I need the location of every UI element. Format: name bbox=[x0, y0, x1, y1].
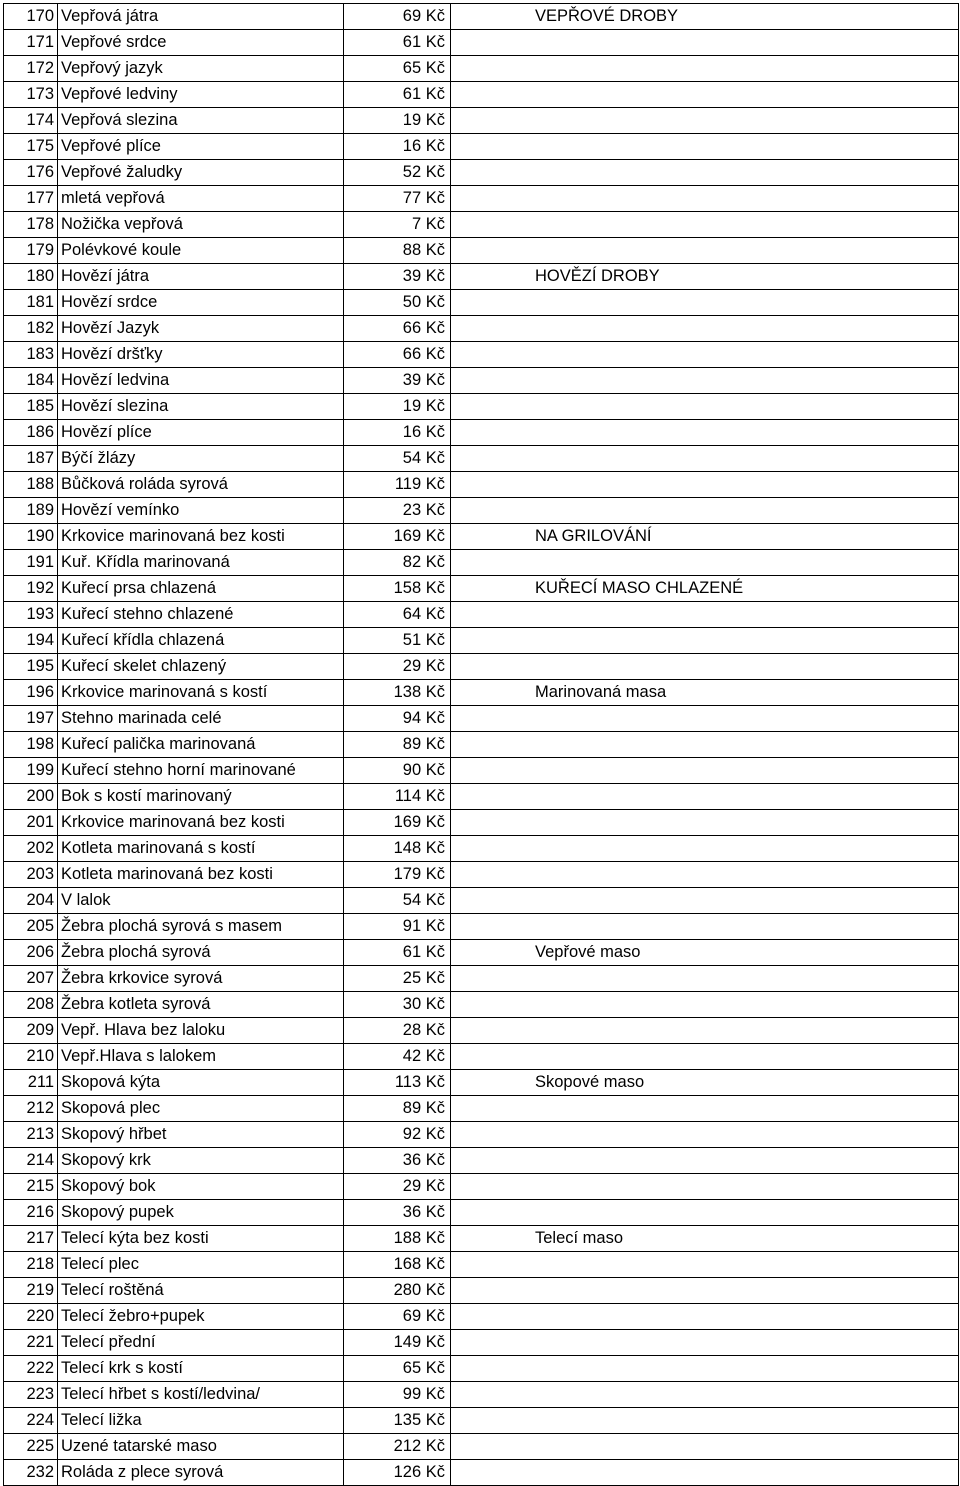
item-price: 65 Kč bbox=[344, 56, 451, 82]
item-name: Kuřecí stehno chlazené bbox=[58, 602, 344, 628]
row-number: 187 bbox=[4, 446, 58, 472]
item-name: Vepřová játra bbox=[58, 4, 344, 30]
item-price: 82 Kč bbox=[344, 550, 451, 576]
table-row bbox=[4, 446, 959, 472]
category-label bbox=[451, 1356, 959, 1382]
row-number: 180 bbox=[4, 264, 58, 290]
category-label bbox=[451, 368, 959, 394]
row-number: 188 bbox=[4, 472, 58, 498]
table-row bbox=[4, 30, 959, 56]
table-row bbox=[4, 992, 959, 1018]
item-name: Roláda z plece syrová bbox=[58, 1460, 344, 1486]
table-row bbox=[4, 420, 959, 446]
item-price: 89 Kč bbox=[344, 1096, 451, 1122]
item-name: Telecí roštěná bbox=[58, 1278, 344, 1304]
category-label bbox=[451, 82, 959, 108]
price-list-table bbox=[3, 3, 959, 1486]
category-label bbox=[451, 810, 959, 836]
item-name: Skopový bok bbox=[58, 1174, 344, 1200]
row-number: 214 bbox=[4, 1148, 58, 1174]
row-number: 172 bbox=[4, 56, 58, 82]
category-label bbox=[451, 1278, 959, 1304]
row-number: 225 bbox=[4, 1434, 58, 1460]
table-row bbox=[4, 342, 959, 368]
item-price: 99 Kč bbox=[344, 1382, 451, 1408]
category-label bbox=[451, 654, 959, 680]
table-row bbox=[4, 706, 959, 732]
item-name: Kotleta marinovaná s kostí bbox=[58, 836, 344, 862]
item-name: V lalok bbox=[58, 888, 344, 914]
item-price: 19 Kč bbox=[344, 108, 451, 134]
item-name: Kuřecí křídla chlazená bbox=[58, 628, 344, 654]
table-row bbox=[4, 940, 959, 966]
item-price: 29 Kč bbox=[344, 654, 451, 680]
category-label bbox=[451, 420, 959, 446]
item-name: Hovězí srdce bbox=[58, 290, 344, 316]
table-row bbox=[4, 1122, 959, 1148]
item-name: Kotleta marinovaná bez kosti bbox=[58, 862, 344, 888]
table-row bbox=[4, 680, 959, 706]
category-label: HOVĚZÍ DROBY bbox=[451, 264, 959, 290]
table-row bbox=[4, 836, 959, 862]
item-price: 54 Kč bbox=[344, 888, 451, 914]
category-label bbox=[451, 498, 959, 524]
table-row bbox=[4, 888, 959, 914]
row-number: 194 bbox=[4, 628, 58, 654]
category-label bbox=[451, 160, 959, 186]
row-number: 184 bbox=[4, 368, 58, 394]
item-price: 88 Kč bbox=[344, 238, 451, 264]
category-label bbox=[451, 108, 959, 134]
item-price: 29 Kč bbox=[344, 1174, 451, 1200]
row-number: 193 bbox=[4, 602, 58, 628]
item-name: Skopový pupek bbox=[58, 1200, 344, 1226]
item-name: Vepřové ledviny bbox=[58, 82, 344, 108]
item-price: 52 Kč bbox=[344, 160, 451, 186]
item-name: Býčí žlázy bbox=[58, 446, 344, 472]
category-label bbox=[451, 1304, 959, 1330]
row-number: 181 bbox=[4, 290, 58, 316]
category-label bbox=[451, 992, 959, 1018]
category-label bbox=[451, 290, 959, 316]
table-row bbox=[4, 394, 959, 420]
table-row bbox=[4, 1200, 959, 1226]
table-row bbox=[4, 1330, 959, 1356]
row-number: 215 bbox=[4, 1174, 58, 1200]
item-name: Skopový hřbet bbox=[58, 1122, 344, 1148]
item-name: Hovězí plíce bbox=[58, 420, 344, 446]
item-name: Skopová plec bbox=[58, 1096, 344, 1122]
item-price: 126 Kč bbox=[344, 1460, 451, 1486]
item-price: 66 Kč bbox=[344, 316, 451, 342]
table-row bbox=[4, 784, 959, 810]
table-row bbox=[4, 1434, 959, 1460]
item-name: Žebra krkovice syrová bbox=[58, 966, 344, 992]
category-label bbox=[451, 1018, 959, 1044]
item-price: 158 Kč bbox=[344, 576, 451, 602]
category-label bbox=[451, 836, 959, 862]
item-name: Vepř.Hlava s lalokem bbox=[58, 1044, 344, 1070]
table-row bbox=[4, 1096, 959, 1122]
item-price: 179 Kč bbox=[344, 862, 451, 888]
table-row bbox=[4, 108, 959, 134]
row-number: 182 bbox=[4, 316, 58, 342]
category-label bbox=[451, 602, 959, 628]
table-row bbox=[4, 576, 959, 602]
item-price: 212 Kč bbox=[344, 1434, 451, 1460]
category-label bbox=[451, 1148, 959, 1174]
item-name: Telecí hřbet s kostí/ledvina/ bbox=[58, 1382, 344, 1408]
table-row bbox=[4, 212, 959, 238]
item-name: Telecí kýta bez kosti bbox=[58, 1226, 344, 1252]
category-label bbox=[451, 186, 959, 212]
category-label: NA GRILOVÁNÍ bbox=[451, 524, 959, 550]
category-label bbox=[451, 784, 959, 810]
item-price: 42 Kč bbox=[344, 1044, 451, 1070]
table-row bbox=[4, 602, 959, 628]
row-number: 210 bbox=[4, 1044, 58, 1070]
category-label bbox=[451, 1460, 959, 1486]
item-name: Telecí plec bbox=[58, 1252, 344, 1278]
item-price: 19 Kč bbox=[344, 394, 451, 420]
row-number: 195 bbox=[4, 654, 58, 680]
table-row bbox=[4, 368, 959, 394]
item-price: 65 Kč bbox=[344, 1356, 451, 1382]
row-number: 191 bbox=[4, 550, 58, 576]
row-number: 201 bbox=[4, 810, 58, 836]
table-row bbox=[4, 1174, 959, 1200]
row-number: 232 bbox=[4, 1460, 58, 1486]
item-name: Kuř. Křídla marinovaná bbox=[58, 550, 344, 576]
item-price: 148 Kč bbox=[344, 836, 451, 862]
table-row bbox=[4, 1278, 959, 1304]
table-row bbox=[4, 186, 959, 212]
category-label bbox=[451, 446, 959, 472]
table-row bbox=[4, 290, 959, 316]
item-name: Hovězí vemínko bbox=[58, 498, 344, 524]
row-number: 179 bbox=[4, 238, 58, 264]
row-number: 199 bbox=[4, 758, 58, 784]
category-label bbox=[451, 1044, 959, 1070]
category-label bbox=[451, 1434, 959, 1460]
row-number: 192 bbox=[4, 576, 58, 602]
item-name: Krkovice marinovaná bez kosti bbox=[58, 524, 344, 550]
category-label bbox=[451, 1408, 959, 1434]
item-price: 28 Kč bbox=[344, 1018, 451, 1044]
item-name: Hovězí slezina bbox=[58, 394, 344, 420]
row-number: 170 bbox=[4, 4, 58, 30]
category-label bbox=[451, 212, 959, 238]
item-price: 69 Kč bbox=[344, 1304, 451, 1330]
item-name: Uzené tatarské maso bbox=[58, 1434, 344, 1460]
row-number: 189 bbox=[4, 498, 58, 524]
item-price: 280 Kč bbox=[344, 1278, 451, 1304]
table-row bbox=[4, 264, 959, 290]
category-label: Telecí maso bbox=[451, 1226, 959, 1252]
table-row bbox=[4, 1382, 959, 1408]
item-price: 149 Kč bbox=[344, 1330, 451, 1356]
table-row bbox=[4, 56, 959, 82]
table-row bbox=[4, 1018, 959, 1044]
table-row bbox=[4, 732, 959, 758]
item-name: Žebra plochá syrová s masem bbox=[58, 914, 344, 940]
item-name: Vepřové srdce bbox=[58, 30, 344, 56]
item-price: 30 Kč bbox=[344, 992, 451, 1018]
item-price: 36 Kč bbox=[344, 1200, 451, 1226]
row-number: 212 bbox=[4, 1096, 58, 1122]
category-label bbox=[451, 134, 959, 160]
table-row bbox=[4, 1408, 959, 1434]
category-label: Marinovaná masa bbox=[451, 680, 959, 706]
item-price: 91 Kč bbox=[344, 914, 451, 940]
item-price: 23 Kč bbox=[344, 498, 451, 524]
table-row bbox=[4, 1304, 959, 1330]
table-row bbox=[4, 316, 959, 342]
table-row bbox=[4, 1044, 959, 1070]
row-number: 205 bbox=[4, 914, 58, 940]
item-price: 168 Kč bbox=[344, 1252, 451, 1278]
item-name: Telecí žebro+pupek bbox=[58, 1304, 344, 1330]
table-row bbox=[4, 966, 959, 992]
item-price: 89 Kč bbox=[344, 732, 451, 758]
item-name: Žebra plochá syrová bbox=[58, 940, 344, 966]
item-name: Telecí krk s kostí bbox=[58, 1356, 344, 1382]
table-row bbox=[4, 238, 959, 264]
item-name: Kuřecí prsa chlazená bbox=[58, 576, 344, 602]
item-name: Vepř. Hlava bez laloku bbox=[58, 1018, 344, 1044]
row-number: 198 bbox=[4, 732, 58, 758]
row-number: 176 bbox=[4, 160, 58, 186]
price-list-body bbox=[4, 4, 959, 1486]
row-number: 185 bbox=[4, 394, 58, 420]
row-number: 177 bbox=[4, 186, 58, 212]
row-number: 222 bbox=[4, 1356, 58, 1382]
row-number: 200 bbox=[4, 784, 58, 810]
category-label bbox=[451, 628, 959, 654]
item-price: 138 Kč bbox=[344, 680, 451, 706]
table-row bbox=[4, 1226, 959, 1252]
item-price: 69 Kč bbox=[344, 4, 451, 30]
table-row bbox=[4, 810, 959, 836]
table-row bbox=[4, 914, 959, 940]
category-label bbox=[451, 914, 959, 940]
item-name: Hovězí Jazyk bbox=[58, 316, 344, 342]
row-number: 224 bbox=[4, 1408, 58, 1434]
row-number: 186 bbox=[4, 420, 58, 446]
row-number: 202 bbox=[4, 836, 58, 862]
row-number: 209 bbox=[4, 1018, 58, 1044]
category-label bbox=[451, 550, 959, 576]
item-name: Skopová kýta bbox=[58, 1070, 344, 1096]
item-price: 7 Kč bbox=[344, 212, 451, 238]
row-number: 190 bbox=[4, 524, 58, 550]
row-number: 218 bbox=[4, 1252, 58, 1278]
category-label bbox=[451, 394, 959, 420]
item-name: Vepřová slezina bbox=[58, 108, 344, 134]
table-row bbox=[4, 550, 959, 576]
item-price: 113 Kč bbox=[344, 1070, 451, 1096]
category-label bbox=[451, 56, 959, 82]
item-name: Žebra kotleta syrová bbox=[58, 992, 344, 1018]
item-name: Nožička vepřová bbox=[58, 212, 344, 238]
category-label bbox=[451, 758, 959, 784]
item-name: mletá vepřová bbox=[58, 186, 344, 212]
item-name: Kuřecí palička marinovaná bbox=[58, 732, 344, 758]
row-number: 223 bbox=[4, 1382, 58, 1408]
item-name: Vepřový jazyk bbox=[58, 56, 344, 82]
category-label bbox=[451, 472, 959, 498]
row-number: 175 bbox=[4, 134, 58, 160]
table-row bbox=[4, 1148, 959, 1174]
item-name: Stehno marinada celé bbox=[58, 706, 344, 732]
item-price: 94 Kč bbox=[344, 706, 451, 732]
category-label bbox=[451, 732, 959, 758]
row-number: 213 bbox=[4, 1122, 58, 1148]
table-row bbox=[4, 160, 959, 186]
item-price: 90 Kč bbox=[344, 758, 451, 784]
item-price: 66 Kč bbox=[344, 342, 451, 368]
row-number: 217 bbox=[4, 1226, 58, 1252]
row-number: 206 bbox=[4, 940, 58, 966]
item-price: 51 Kč bbox=[344, 628, 451, 654]
item-price: 36 Kč bbox=[344, 1148, 451, 1174]
row-number: 204 bbox=[4, 888, 58, 914]
item-name: Kuřecí skelet chlazený bbox=[58, 654, 344, 680]
item-price: 25 Kč bbox=[344, 966, 451, 992]
category-label bbox=[451, 342, 959, 368]
category-label: Vepřové maso bbox=[451, 940, 959, 966]
table-row bbox=[4, 862, 959, 888]
category-label bbox=[451, 888, 959, 914]
table-row bbox=[4, 134, 959, 160]
row-number: 171 bbox=[4, 30, 58, 56]
table-row bbox=[4, 1460, 959, 1486]
category-label bbox=[451, 316, 959, 342]
item-price: 50 Kč bbox=[344, 290, 451, 316]
category-label bbox=[451, 1122, 959, 1148]
item-name: Krkovice marinovaná bez kosti bbox=[58, 810, 344, 836]
item-name: Telecí přední bbox=[58, 1330, 344, 1356]
category-label bbox=[451, 1382, 959, 1408]
item-name: Krkovice marinovaná s kostí bbox=[58, 680, 344, 706]
row-number: 208 bbox=[4, 992, 58, 1018]
item-price: 77 Kč bbox=[344, 186, 451, 212]
row-number: 197 bbox=[4, 706, 58, 732]
item-price: 16 Kč bbox=[344, 420, 451, 446]
row-number: 196 bbox=[4, 680, 58, 706]
table-row bbox=[4, 4, 959, 30]
item-name: Hovězí játra bbox=[58, 264, 344, 290]
item-price: 188 Kč bbox=[344, 1226, 451, 1252]
category-label bbox=[451, 1096, 959, 1122]
item-price: 39 Kč bbox=[344, 368, 451, 394]
table-row bbox=[4, 472, 959, 498]
category-label bbox=[451, 706, 959, 732]
item-name: Vepřové plíce bbox=[58, 134, 344, 160]
row-number: 174 bbox=[4, 108, 58, 134]
row-number: 216 bbox=[4, 1200, 58, 1226]
row-number: 207 bbox=[4, 966, 58, 992]
category-label bbox=[451, 862, 959, 888]
table-row bbox=[4, 498, 959, 524]
item-price: 61 Kč bbox=[344, 30, 451, 56]
item-price: 61 Kč bbox=[344, 82, 451, 108]
item-price: 16 Kč bbox=[344, 134, 451, 160]
item-name: Hovězí ledvina bbox=[58, 368, 344, 394]
item-name: Bok s kostí marinovaný bbox=[58, 784, 344, 810]
table-row bbox=[4, 628, 959, 654]
item-price: 114 Kč bbox=[344, 784, 451, 810]
row-number: 220 bbox=[4, 1304, 58, 1330]
category-label: KUŘECÍ MASO CHLAZENÉ bbox=[451, 576, 959, 602]
table-row bbox=[4, 1070, 959, 1096]
table-row bbox=[4, 1252, 959, 1278]
row-number: 178 bbox=[4, 212, 58, 238]
item-price: 92 Kč bbox=[344, 1122, 451, 1148]
table-row bbox=[4, 654, 959, 680]
row-number: 221 bbox=[4, 1330, 58, 1356]
item-name: Polévkové koule bbox=[58, 238, 344, 264]
table-row bbox=[4, 524, 959, 550]
category-label bbox=[451, 1252, 959, 1278]
item-name: Kuřecí stehno horní marinované bbox=[58, 758, 344, 784]
item-price: 54 Kč bbox=[344, 446, 451, 472]
item-name: Vepřové žaludky bbox=[58, 160, 344, 186]
category-label bbox=[451, 1330, 959, 1356]
category-label bbox=[451, 238, 959, 264]
category-label bbox=[451, 966, 959, 992]
item-price: 61 Kč bbox=[344, 940, 451, 966]
row-number: 211 bbox=[4, 1070, 58, 1096]
category-label bbox=[451, 30, 959, 56]
category-label: Skopové maso bbox=[451, 1070, 959, 1096]
table-row bbox=[4, 758, 959, 784]
item-price: 64 Kč bbox=[344, 602, 451, 628]
item-price: 39 Kč bbox=[344, 264, 451, 290]
row-number: 203 bbox=[4, 862, 58, 888]
item-price: 169 Kč bbox=[344, 810, 451, 836]
item-name: Bůčková roláda syrová bbox=[58, 472, 344, 498]
item-price: 135 Kč bbox=[344, 1408, 451, 1434]
table-row bbox=[4, 82, 959, 108]
item-name: Hovězí dršťky bbox=[58, 342, 344, 368]
row-number: 219 bbox=[4, 1278, 58, 1304]
category-label bbox=[451, 1200, 959, 1226]
category-label: VEPŘOVÉ DROBY bbox=[451, 4, 959, 30]
row-number: 173 bbox=[4, 82, 58, 108]
item-name: Telecí ližka bbox=[58, 1408, 344, 1434]
table-row bbox=[4, 1356, 959, 1382]
row-number: 183 bbox=[4, 342, 58, 368]
item-price: 169 Kč bbox=[344, 524, 451, 550]
item-price: 119 Kč bbox=[344, 472, 451, 498]
item-name: Skopový krk bbox=[58, 1148, 344, 1174]
category-label bbox=[451, 1174, 959, 1200]
